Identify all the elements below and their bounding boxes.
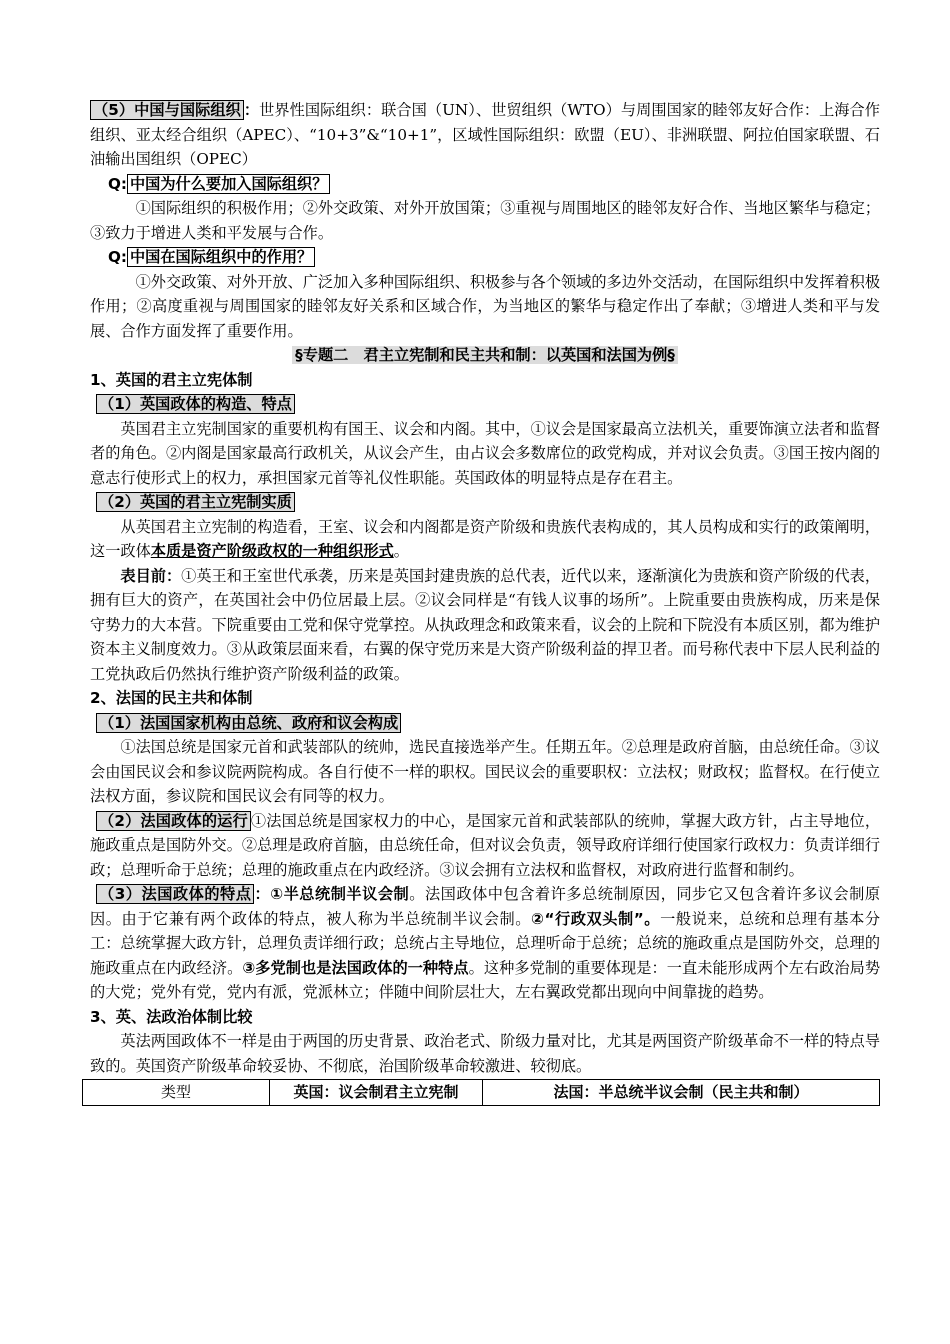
answer-1: ①国际组织的积极作用；②外交政策、对外开放国策；③重视与周围地区的睦邻友好合作、当地区繁华与稳定；③致力于增进人类和平发展与合作。 bbox=[90, 199, 880, 242]
uk-sub1-label: （1）英国政体的构造、特点 bbox=[96, 394, 295, 414]
uk-manifest-text: ①英王和王室世代承袭，历来是英国封建贵族的总代表，近代以来，逐渐演化为贵族和资产阶级的代表，拥有巨大的资产，在英国社会中仍位居最上层。②议会同样是“有钱人议事的场所”。上院重要由贵族构成，历来是保守势力的大本营。下院重要由工党和保守党掌控。从执政理念和政策来看，议会的上院和下院没有本质区别，都为维护资本主义制度效力。③从政策层面来看，右翼的保守党历来是大资产阶级利益的捍卫者。而号称代表中下层人民利益的工党执政后仍然执行维护资产阶级利益的政策。 bbox=[90, 566, 881, 683]
uk-essence-paragraph bbox=[90, 515, 880, 564]
fr-organs-paragraph: ①法国总统是国家元首和武装部队的统帅，选民直接选举产生。任期五年。②总理是政府首脑，由总统任命。③议会由国民议会和参议院两院构成。各自行使不一样的职权。国民议会的重要职权：立法权；财政权；监督权。在行使立法权方面，参议院和国民议会有同等的权力。 bbox=[90, 738, 880, 805]
uk-heading: 1、英国的君主立宪体制 bbox=[90, 370, 253, 389]
uk-manifest-label: 表目前： bbox=[120, 566, 182, 585]
topic-2-text: §专题二 君主立宪制和民主共和制：以英国和法国为例§ bbox=[292, 346, 678, 364]
fr-feature-3-text: 。这种多党制的重要体现是：一直未能形成两个左右政治局势的大党；党外有党，党内有派，党派林立；伴随中间阶层壮大，左右翼政党都出现向中间靠拢的趋势。 bbox=[90, 958, 881, 1001]
question-2-text: 中国在国际组织中的作用？ bbox=[127, 247, 315, 267]
document-page bbox=[90, 98, 880, 1106]
fr-feature-2-text: 一般说来，总统和总理有基本分工：总统掌握大政方针，总理负责详细行政；总统占主导地位，总理听命于总统；总统的施政重点是国防外交，总理的施政重点在内政经济。 bbox=[90, 909, 881, 977]
uk-sub2-row bbox=[90, 490, 880, 515]
uk-essence-text: 从英国君主立宪制的构造看，王室、议会和内阁都是资产阶级和贵族代表构成的，其人员构成和实行的政策阐明，这一政体 bbox=[90, 517, 880, 560]
uk-sub2-label: （2）英国的君主立宪制实质 bbox=[96, 492, 295, 512]
fr-features-paragraph bbox=[90, 882, 880, 1005]
fr-heading: 2、法国的民主共和体制 bbox=[90, 689, 253, 707]
compare-table bbox=[82, 1079, 880, 1106]
compare-heading: 3、英、法政治体制比较 bbox=[90, 1007, 253, 1026]
table-header-uk: 英国：议会制君主立宪制 bbox=[270, 1080, 483, 1106]
uk-sub1-row bbox=[90, 392, 880, 417]
intl-org-text: 世界性国际组织：联合国（UN）、世贸组织（WTO）与周围国家的睦邻友好合作：上海合作组织、亚太经合组织（APEC）、“10+3”&“10+1”，区域性国际组织：欧盟（EU）、非洲联盟、阿拉伯国家联盟、石油输出国组织（OPEC） bbox=[90, 101, 880, 168]
uk-essence-emphasis: 本质是资产阶级政权的一种组织形式 bbox=[150, 542, 394, 560]
uk-structure-paragraph: 英国君主立宪制国家的重要机构有国王、议会和内阁。其中，①议会是国家最高立法机关，重要饰演立法者和监督者的角色。②内阁是国家最高行政机关，从议会产生，由占议会多数席位的政党构成，并对议会负责。③国王按内阁的意志行使形式上的权力，承担国家元首等礼仪性职能。英国政体的明显特点是存在君主。 bbox=[90, 419, 880, 487]
fr-feature-1: ①半总统制半议会制 bbox=[270, 885, 410, 903]
intl-org-paragraph bbox=[90, 98, 880, 172]
fr-operation-text: ①法国总统是国家权力的中心，是国家元首和武装部队的统帅，掌握大政方针，占主导地位，施政重点是国防外交。②总理是政府首脑，由总统任命，但对议会负责，领导政府详细行使国家行政权力：负责详细行政；总理听命于总统；总理的施政重点在内政经济。③议会拥有立法权和监督权，对政府进行监督和制约。 bbox=[90, 811, 880, 879]
table-header-fr: 法国：半总统半议会制（民主共和制） bbox=[483, 1080, 880, 1106]
compare-paragraph: 英法两国政体不一样是由于两国的历史背景、政治老式、阶级力量对比，尤其是两国资产阶级革命不一样的特点导致的。英国资产阶级革命较妥协、不彻底，治国阶级革命较激进、较彻底。 bbox=[90, 1032, 880, 1075]
fr-sub2-label: （2）法国政体的运行 bbox=[96, 811, 251, 831]
fr-operation-paragraph bbox=[90, 809, 880, 883]
q-prefix: Q: bbox=[108, 248, 127, 266]
fr-sub3-label: （3）法国政体的特点 bbox=[96, 884, 254, 904]
colon: ： bbox=[254, 885, 271, 903]
period: 。 bbox=[393, 542, 409, 560]
fr-sub1-row bbox=[90, 711, 880, 736]
question-1 bbox=[90, 172, 880, 197]
fr-feature-3: ③多党制也是法国政体的一种特点 bbox=[242, 958, 469, 977]
topic-2-title bbox=[90, 343, 880, 368]
fr-feature-1-text: 。法国政体中包含着许多总统制原因，同步它又包含着许多议会制原因。由于它兼有两个政体的特点，被人称为半总统制半议会制。 bbox=[90, 885, 881, 928]
uk-manifest-paragraph bbox=[90, 564, 880, 687]
q-prefix: Q: bbox=[108, 174, 127, 193]
question-1-text: 中国为什么要加入国际组织？ bbox=[127, 174, 330, 194]
colon: ： bbox=[243, 101, 260, 119]
section-label-5: （5）中国与国际组织 bbox=[90, 100, 244, 120]
fr-feature-2: ②“行政双头制”。 bbox=[531, 909, 661, 928]
question-2 bbox=[90, 245, 880, 270]
fr-sub1-label: （1）法国国家机构由总统、政府和议会构成 bbox=[96, 713, 401, 733]
answer-2: ①外交政策、对外开放、广泛加入多种国际组织、积极参与各个领域的多边外交活动，在国际组织中发挥着积极作用；②高度重视与周围国家的睦邻友好关系和区域合作，为当地区的繁华与稳定作出了奉献；③增进人类和平与发展、合作方面发挥了重要作用。 bbox=[90, 272, 880, 340]
table-header-row bbox=[83, 1080, 880, 1106]
table-header-type: 类型 bbox=[83, 1080, 270, 1106]
